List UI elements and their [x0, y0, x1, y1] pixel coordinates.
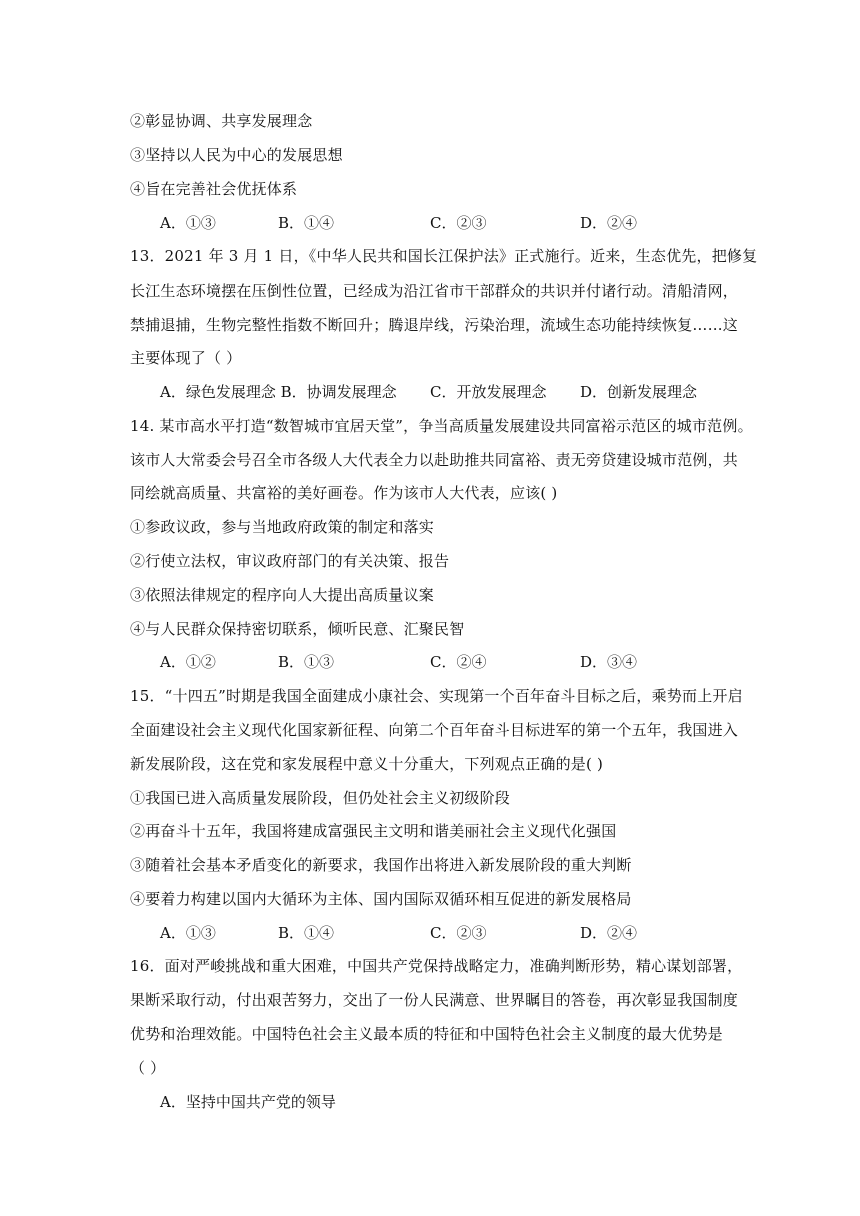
q14-item-1: ①参政议政，参与当地政府政策的制定和落实 — [130, 518, 435, 536]
q15-option-b: B．①④ — [278, 924, 335, 942]
q16-stem-line-2: 果断采取行动，付出艰苦努力，交出了一份人民满意、世界瞩目的答卷，再次彰显我国制度 — [130, 991, 739, 1009]
q15-stem-line-1: 15．“十四五”时期是我国全面建成小康社会、实现第一个百年奋斗目标之后，乘势而上开启 — [130, 687, 743, 705]
q16-stem-line-3: 优势和治理效能。中国特色社会主义最本质的特征和中国特色社会主义制度的最大优势是 — [130, 1025, 723, 1043]
q16-stem-line-4: （ ） — [130, 1059, 166, 1077]
q15-option-d: D．②④ — [580, 924, 638, 942]
q14-item-4: ④与人民群众保持密切联系，倾听民意、汇聚民智 — [130, 620, 465, 638]
q12-item-3: ③坚持以人民为中心的发展思想 — [130, 146, 343, 164]
q16-option-a: A．坚持中国共产党的领导 — [160, 1093, 336, 1111]
q13-stem-line-2: 长江生态环境摆在压倒性位置，已经成为沿江省市干部群众的共识并付诸行动。清船清网， — [130, 282, 739, 300]
q14-option-b: B．①③ — [278, 653, 335, 671]
q13-stem-line-4: 主要体现了（ ） — [130, 349, 242, 367]
q12-item-2: ②彰显协调、共享发展理念 — [130, 112, 313, 130]
q14-stem-line-3: 同绘就高质量、共富裕的美好画卷。作为该市人大代表，应该( ) — [130, 484, 558, 502]
q13-option-d: D．创新发展理念 — [580, 383, 698, 401]
q13-stem-line-3: 禁捕退捕，生物完整性指数不断回升；腾退岸线，污染治理，流域生态功能持续恢复……这 — [130, 316, 739, 334]
q15-stem-line-3: 新发展阶段，这在党和家发展程中意义十分重大，下列观点正确的是( ) — [130, 755, 604, 773]
q12-option-d: D．②④ — [580, 214, 638, 232]
q15-stem-line-2: 全面建设社会主义现代化国家新征程、向第二个百年奋斗目标进军的第一个五年，我国进入 — [130, 721, 739, 739]
q14-option-a: A．①② — [160, 653, 216, 671]
q14-option-d: D．③④ — [580, 653, 638, 671]
q15-item-3: ③随着社会基本矛盾变化的新要求，我国作出将进入新发展阶段的重大判断 — [130, 856, 632, 874]
q12-item-4: ④旨在完善社会优抚体系 — [130, 180, 298, 198]
q13-option-c: C．开放发展理念 — [430, 383, 547, 401]
q13-option-a-b: A．绿色发展理念 B．协调发展理念 — [160, 383, 397, 401]
q15-option-c: C．②③ — [430, 924, 487, 942]
q14-stem-line-2: 该市人大常委会号召全市各级人大代表全力以赴助推共同富裕、责无旁贷建设城市范例，共 — [130, 451, 739, 469]
q15-item-4: ④要着力构建以国内大循环为主体、国内国际双循环相互促进的新发展格局 — [130, 890, 632, 908]
q15-item-1: ①我国已进入高质量发展阶段，但仍处社会主义初级阶段 — [130, 789, 511, 807]
q12-option-b: B．①④ — [278, 214, 335, 232]
q14-option-c: C．②④ — [430, 653, 487, 671]
q14-item-2: ②行使立法权，审议政府部门的有关决策、报告 — [130, 552, 450, 570]
q12-option-c: C．②③ — [430, 214, 487, 232]
q14-item-3: ③依照法律规定的程序向人大提出高质量议案 — [130, 586, 435, 604]
q15-option-a: A．①③ — [160, 924, 216, 942]
q16-stem-line-1: 16．面对严峻挑战和重大困难，中国共产党保持战略定力，准确判断形势，精心谋划部署， — [130, 957, 743, 975]
q12-option-a: A．①③ — [160, 214, 216, 232]
q15-item-2: ②再奋斗十五年，我国将建成富强民主文明和谐美丽社会主义现代化强国 — [130, 822, 617, 840]
q14-stem-line-1: 14. 某市高水平打造“数智城市宜居天堂”，争当高质量发展建设共同富裕示范区的城市范例。 — [130, 417, 753, 435]
q13-stem-line-1: 13．2021 年 3 月 1 日，《中华人民共和国长江保护法》正式施行。近来，生态优先，把修复 — [130, 247, 758, 265]
